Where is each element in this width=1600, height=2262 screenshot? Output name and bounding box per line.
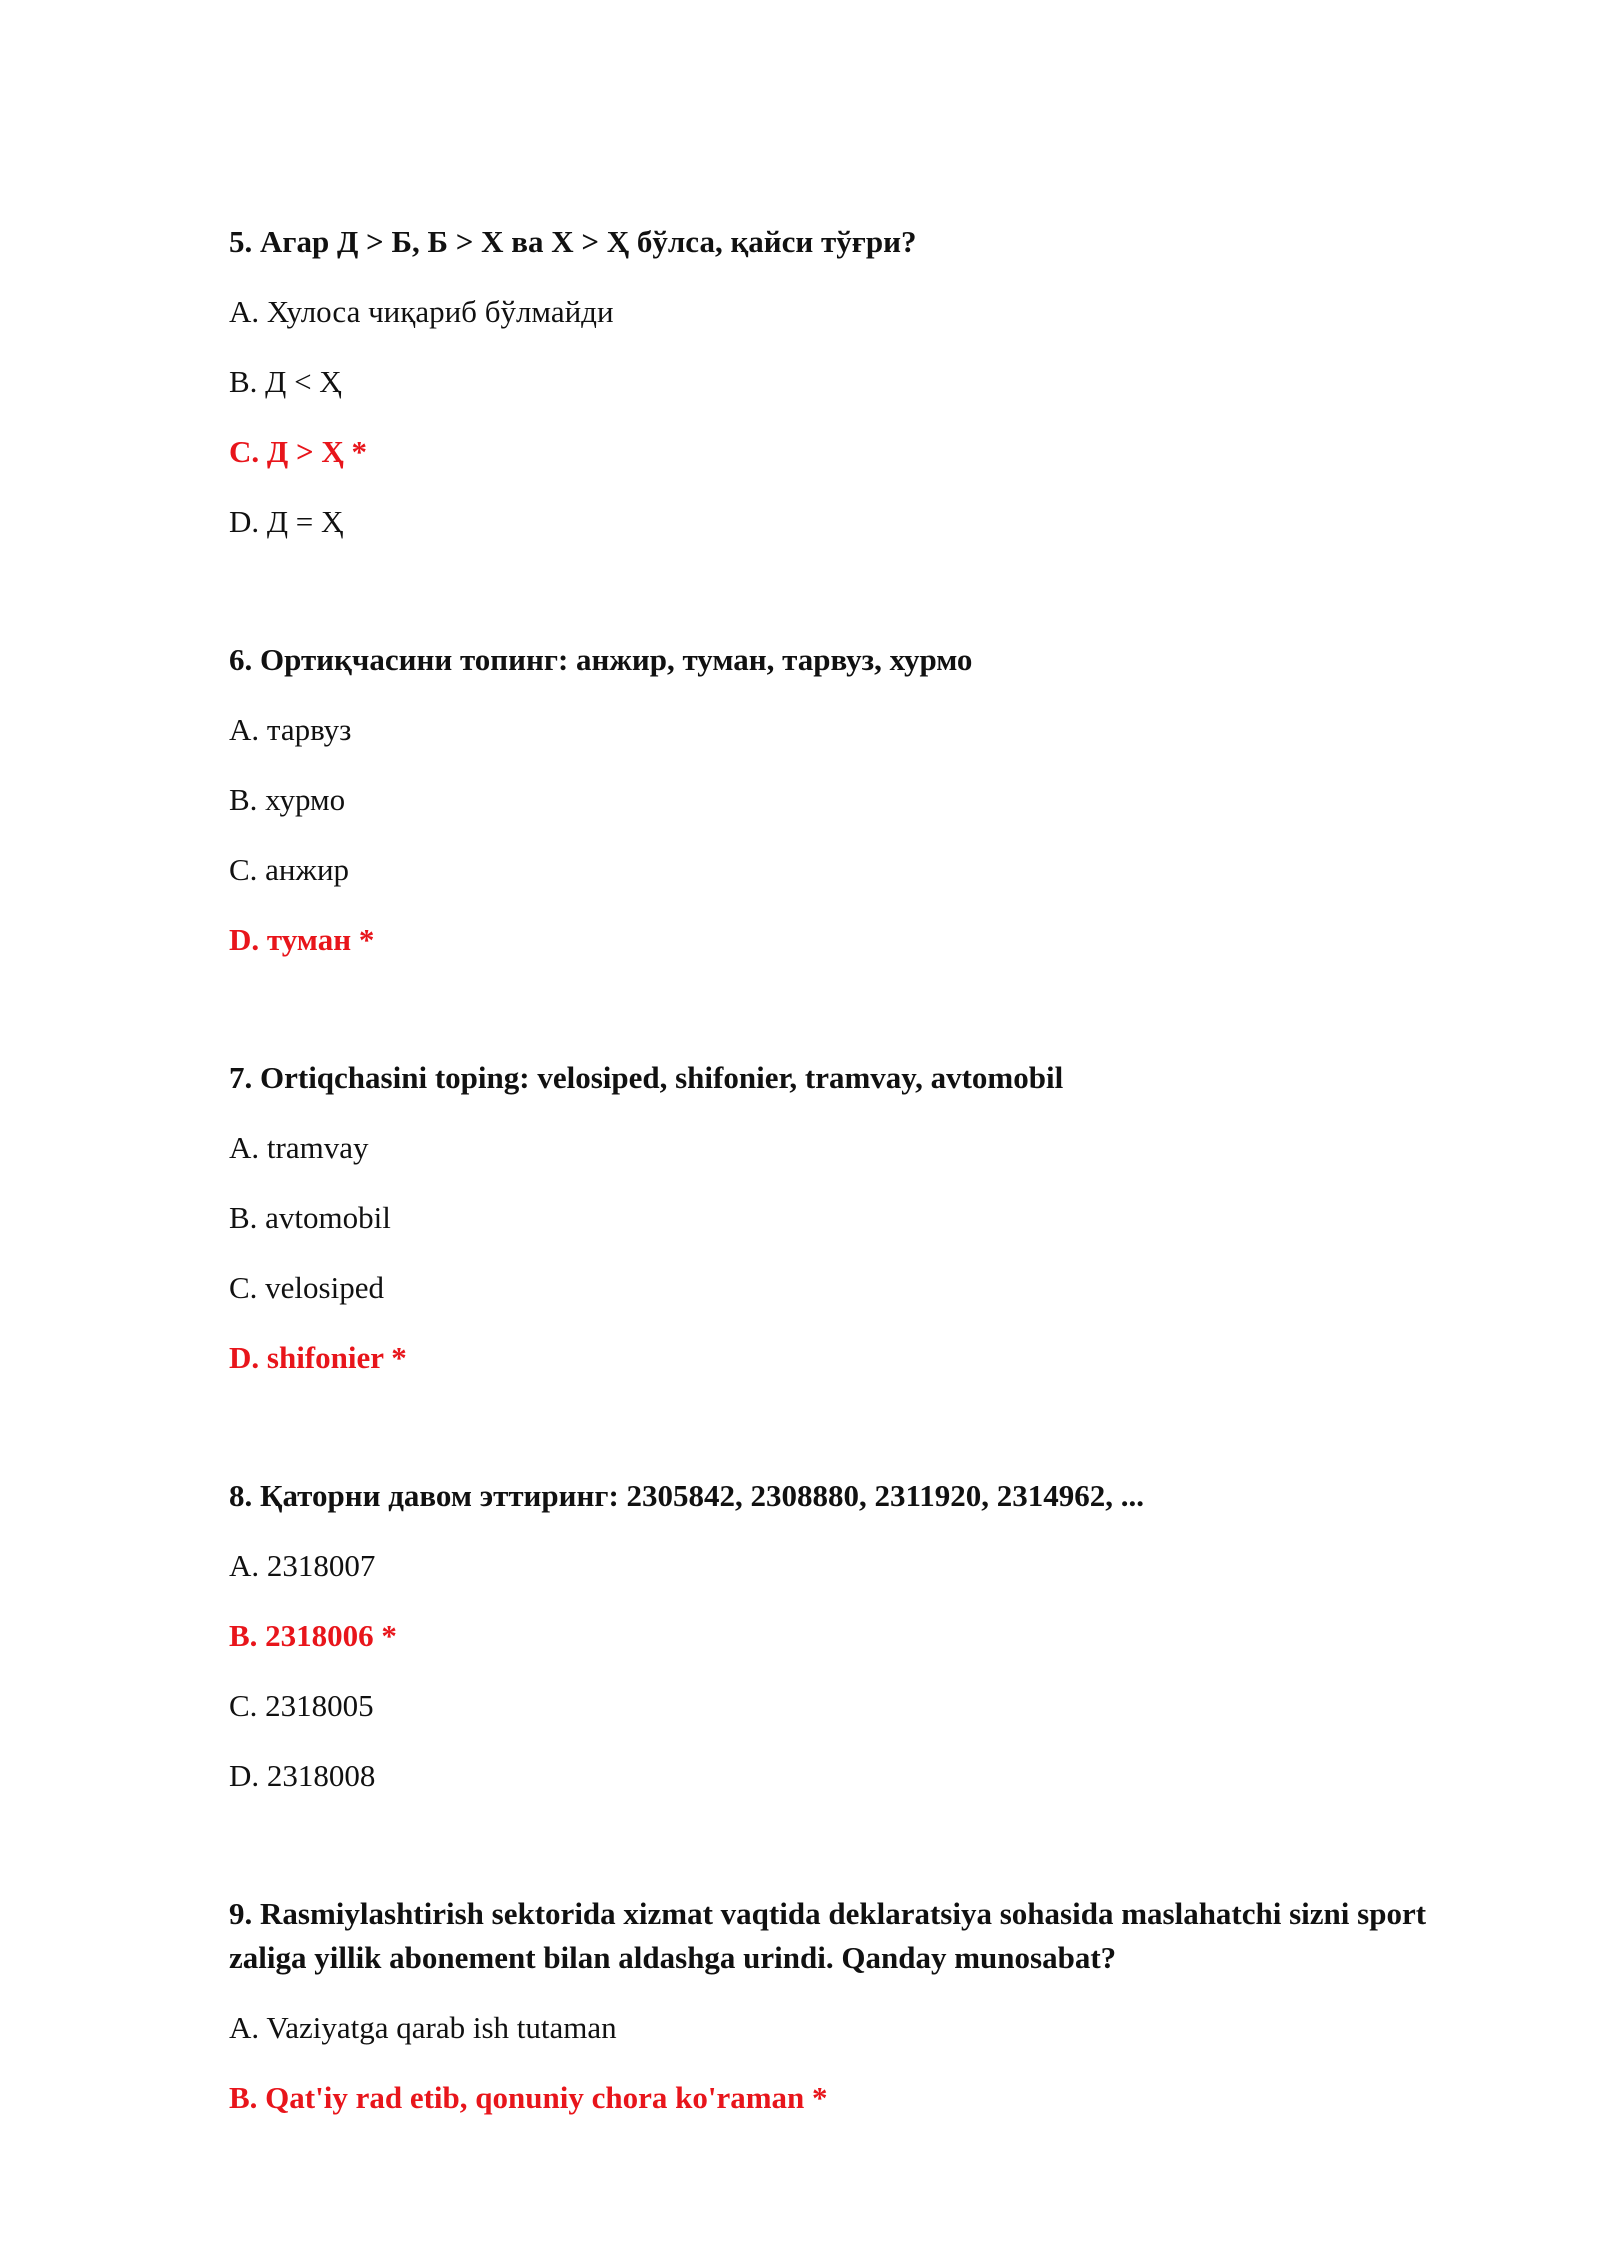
option-b-correct: B. Qat'iy rad etib, qonuniy chora ko'raman *	[229, 2080, 828, 2115]
option-b: B. Д < Ҳ	[229, 364, 342, 399]
option-a: A. tramvay	[229, 1130, 369, 1165]
question-7	[229, 1056, 1489, 1375]
question-text: 6. Ортиқчасини топинг: анжир, туман, тарвуз, хурмо	[229, 642, 973, 677]
option-d-correct: D. shifonier *	[229, 1340, 407, 1375]
option-a: A. тарвуз	[229, 712, 352, 747]
option-a: A. Vaziyatga qarab ish tutaman	[229, 2010, 617, 2045]
option-c: C. 2318005	[229, 1688, 374, 1723]
question-text: 5. Агар Д > Б, Б > Х ва Х > Ҳ бўлса, қайси тўғри?	[229, 224, 917, 259]
option-c: C. velosiped	[229, 1270, 384, 1305]
option-c: C. анжир	[229, 852, 350, 887]
option-a: A. Хулоса чиқариб бўлмайди	[229, 294, 614, 329]
question-8	[229, 1474, 1489, 1793]
question-9	[229, 1892, 1489, 2115]
question-text: 7. Ortiqchasini toping: velosiped, shifonier, tramvay, avtomobil	[229, 1060, 1064, 1095]
option-d-correct: D. туман *	[229, 922, 375, 957]
question-6	[229, 638, 1489, 957]
question-text: 9. Rasmiylashtirish sektorida xizmat vaqtida deklaratsiya sohasida maslahatchi sizni sport zaliga yillik abonement bilan aldashga urindi. Qanday munosabat?	[229, 1896, 1427, 1975]
question-5	[229, 220, 1489, 539]
option-b: B. avtomobil	[229, 1200, 391, 1235]
option-d: D. 2318008	[229, 1758, 376, 1793]
question-text: 8. Қаторни давом эттиринг: 2305842, 2308880, 2311920, 2314962, ...	[229, 1478, 1145, 1513]
option-c-correct: C. Д > Ҳ *	[229, 434, 368, 469]
option-b: B. хурмо	[229, 782, 346, 817]
option-d: D. Д = Ҳ	[229, 504, 344, 539]
option-b-correct: B. 2318006 *	[229, 1618, 397, 1653]
option-a: A. 2318007	[229, 1548, 376, 1583]
